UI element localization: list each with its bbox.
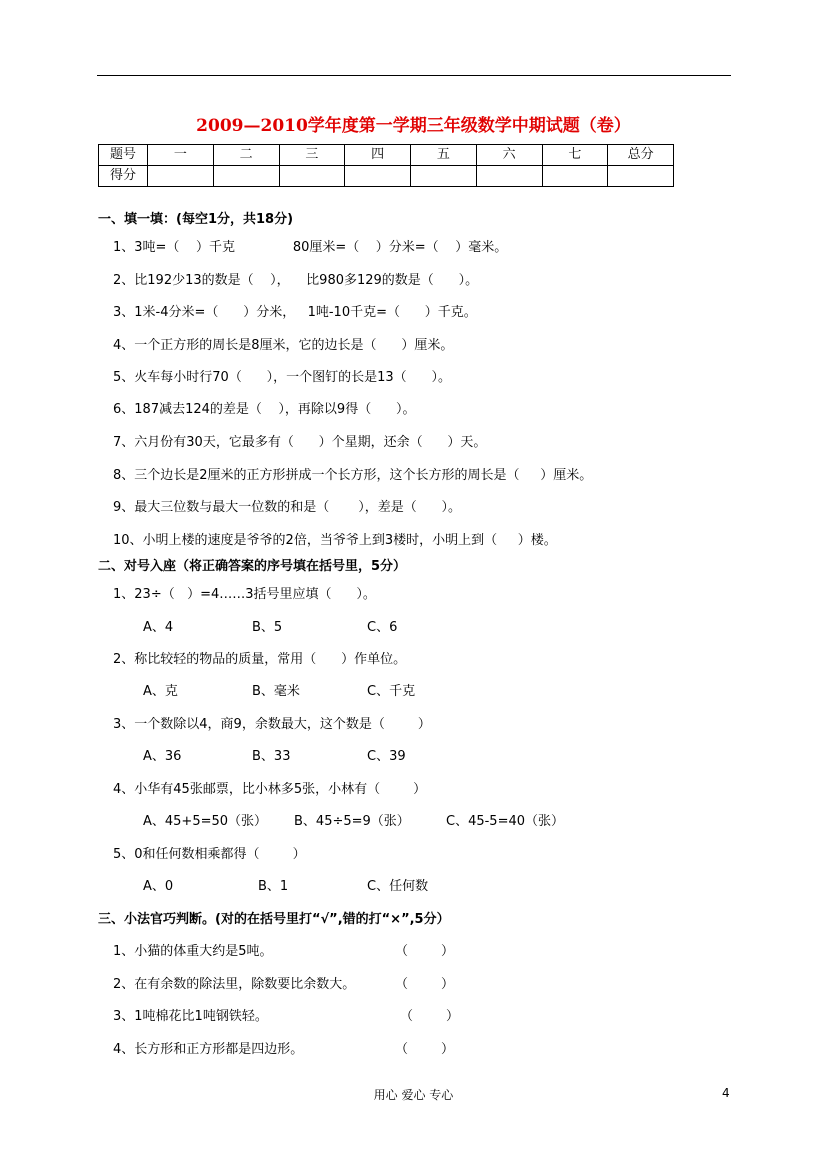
choice-option-c: C、6: [367, 620, 398, 635]
score-cell[interactable]: [542, 166, 608, 187]
choice-question: 4、小华有45张邮票，比小林多5张，小林有（ ）: [113, 782, 427, 797]
fill-item: 2、比192少13的数是（ ）， 比980多129的数是（ ）。: [113, 273, 479, 288]
score-cell[interactable]: [476, 166, 542, 187]
fill-item: 3、1米-4分米=（ ）分米， 1吨-10千克=（ ）千克。: [113, 305, 477, 320]
choice-option-a: A、4: [143, 620, 174, 635]
choice-option-a: A、36: [143, 749, 182, 764]
score-header-cell: 五: [411, 145, 477, 166]
fill-item: 9、最大三位数与最大一位数的和是（ ），差是（ ）。: [113, 500, 461, 515]
choice-question: 1、23÷（ ）=4……3括号里应填（ ）。: [113, 587, 376, 602]
choice-option-a: A、0: [143, 879, 174, 894]
judge-paren: （ ）: [400, 1009, 460, 1024]
score-header-cell: 六: [476, 145, 542, 166]
choice-question: 3、一个数除以4，商9，余数最大，这个数是（ ）: [113, 717, 431, 732]
fill-item: 1、3吨=（ ）千克 80厘米=（ ）分米=（ ）毫米。: [113, 240, 508, 255]
score-cell[interactable]: [148, 166, 214, 187]
fill-item: 6、187减去124的差是（ ），再除以9得（ ）。: [113, 402, 416, 417]
fill-item: 8、三个边长是2厘米的正方形拼成一个长方形，这个长方形的周长是（ ）厘米。: [113, 468, 593, 483]
score-table-header-row: [99, 145, 674, 166]
fill-item: 10、小明上楼的速度是爷爷的2倍，当爷爷上到3楼时，小明上到（ ）楼。: [113, 533, 557, 548]
score-header-cell: 三: [279, 145, 345, 166]
score-cell[interactable]: [608, 166, 674, 187]
choice-question: 2、称比较轻的物品的质量，常用（ ）作单位。: [113, 652, 407, 667]
header-rule: [97, 75, 731, 76]
choice-option-c: C、39: [367, 749, 406, 764]
choice-option-b: B、5: [252, 620, 283, 635]
score-header-cell: 题号: [99, 145, 148, 166]
choice-option-c: C、千克: [367, 684, 416, 699]
section2-heading: 二、对号入座（将正确答案的序号填在括号里，5分）: [98, 559, 407, 574]
judge-item: 2、在有余数的除法里，除数要比余数大。: [113, 977, 356, 992]
score-row-label: 得分: [99, 166, 148, 187]
judge-item: 3、1吨棉花比1吨钢铁轻。: [113, 1009, 268, 1024]
score-header-cell: 七: [542, 145, 608, 166]
score-cell[interactable]: [279, 166, 345, 187]
score-table: [98, 144, 674, 187]
judge-paren: （ ）: [395, 944, 455, 959]
section3-heading: 三、小法官巧判断。(对的在括号里打“√”,错的打“×”,5分）: [98, 912, 450, 927]
score-header-cell: 二: [213, 145, 279, 166]
exam-title: 2009—2010学年度第一学期三年级数学中期试题（卷）: [196, 116, 631, 136]
judge-paren: （ ）: [395, 1042, 455, 1057]
section1-heading: 一、填一填：(每空1分，共18分): [98, 212, 294, 227]
fill-item: 5、火车每小时行70（ ），一个图钉的长是13（ ）。: [113, 370, 451, 385]
score-cell[interactable]: [213, 166, 279, 187]
score-header-cell: 一: [148, 145, 214, 166]
score-table-score-row: [99, 166, 674, 187]
judge-paren: （ ）: [395, 977, 455, 992]
choice-option-a: A、45+5=50（张）: [143, 814, 268, 829]
score-cell[interactable]: [411, 166, 477, 187]
fill-item: 4、一个正方形的周长是8厘米，它的边长是（ ）厘米。: [113, 338, 454, 353]
choice-option-a: A、克: [143, 684, 178, 699]
choice-option-b: B、33: [252, 749, 291, 764]
score-header-cell: 四: [345, 145, 411, 166]
judge-item: 4、长方形和正方形都是四边形。: [113, 1042, 304, 1057]
page-number: 4: [722, 1086, 730, 1100]
fill-item: 7、六月份有30天，它最多有（ ）个星期，还余（ ）天。: [113, 435, 487, 450]
choice-option-c: C、任何数: [367, 879, 429, 894]
choice-option-b: B、1: [258, 879, 289, 894]
page-footer: 用心 爱心 专心: [373, 1088, 454, 1102]
score-cell[interactable]: [345, 166, 411, 187]
choice-question: 5、0和任何数相乘都得（ ）: [113, 847, 306, 862]
choice-option-c: C、45-5=40（张）: [446, 814, 565, 829]
choice-option-b: B、毫米: [252, 684, 300, 699]
score-header-cell: 总分: [608, 145, 674, 166]
choice-option-b: B、45÷5=9（张）: [294, 814, 410, 829]
judge-item: 1、小猫的体重大约是5吨。: [113, 944, 273, 959]
